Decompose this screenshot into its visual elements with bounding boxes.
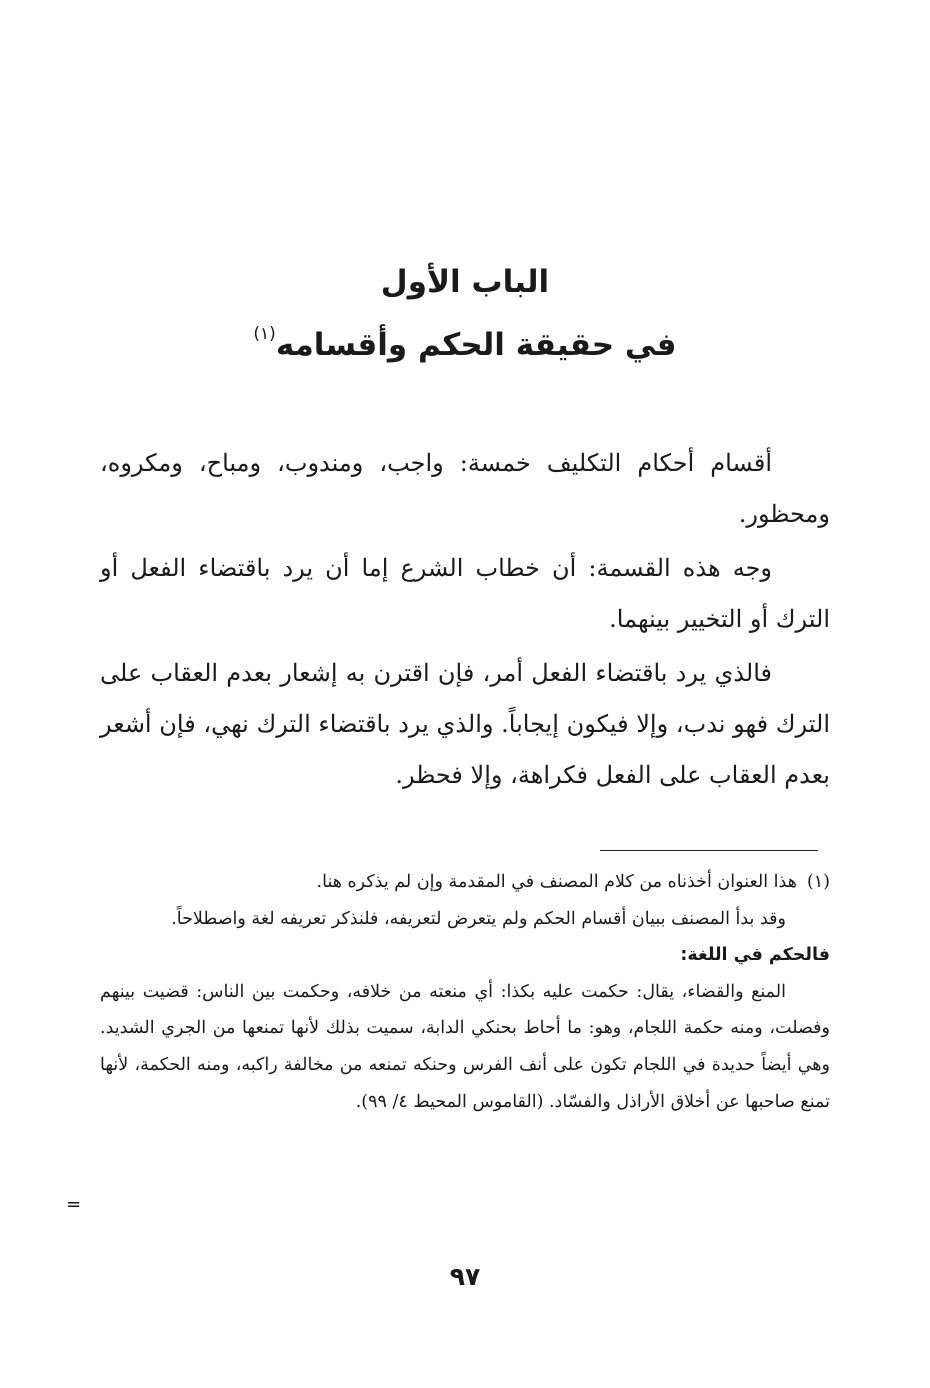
footnote-reference[interactable]: (١) xyxy=(253,324,276,344)
footnote-continuation-mark: = xyxy=(66,1194,82,1215)
page-number: ٩٧ xyxy=(449,1262,481,1291)
paragraph-1: أقسام أحكام التكليف خمسة: واجب، ومندوب، ومباح، ومكروه، ومحظور. xyxy=(100,449,830,528)
footnotes-section xyxy=(100,864,830,1120)
chapter-subtitle-text: في حقيقة الحكم وأقسامه xyxy=(275,327,677,363)
footnote-1-text: هذا العنوان أخذناه من كلام المصنف في المقدمة وإن لم يذكره هنا. xyxy=(316,872,797,892)
footnote-subheading: فالحكم في اللغة: xyxy=(680,945,830,966)
chapter-subtitle xyxy=(100,306,830,373)
footnote-definition: المنع والقضاء، يقال: حكمت عليه بكذا: أي منعته من خلافه، وحكمت بين الناس: قضيت بينهم وفصلت، ومنه حكمة اللجام، وهو: ما أحاط بحنكي الدابة، سميت بذلك لأنها تمنعها من الجري الشديد. وهي أيضاً حديدة في اللجام تكون على أنف الفرس وحنكه تمنعه من مخالفة راكبه، ومنه الحكمة، لأنها تمنع صاحبها عن أخلاق الأراذل والفسّاد. (القاموس المحيط ٤/ ٩٩). xyxy=(100,981,830,1112)
main-text xyxy=(100,438,830,804)
footnote-divider xyxy=(600,850,818,851)
chapter-heading xyxy=(100,258,830,373)
paragraph-2: وجه هذه القسمة: أن خطاب الشرع إما أن يرد باقتضاء الفعل أو الترك أو التخيير بينهما. xyxy=(100,554,830,633)
chapter-title: الباب الأول xyxy=(380,264,550,300)
footnote-1 xyxy=(100,864,830,901)
footnote-number: (١) xyxy=(806,872,830,892)
paragraph-3: فالذي يرد باقتضاء الفعل أمر، فإن اقترن به إشعار بعدم العقاب على الترك فهو ندب، وإلا فيكون إيجاباً. والذي يرد باقتضاء الترك نهي، فإن أشعر بعدم العقاب على الفعل فكراهة، وإلا فحظر. xyxy=(100,659,830,789)
footnote-1-paragraph-2: وقد بدأ المصنف ببيان أقسام الحكم ولم يتعرض لتعريفه، فلنذكر تعريفه لغة واصطلاحاً. xyxy=(171,908,786,929)
footnote-subheading-row xyxy=(100,937,830,974)
